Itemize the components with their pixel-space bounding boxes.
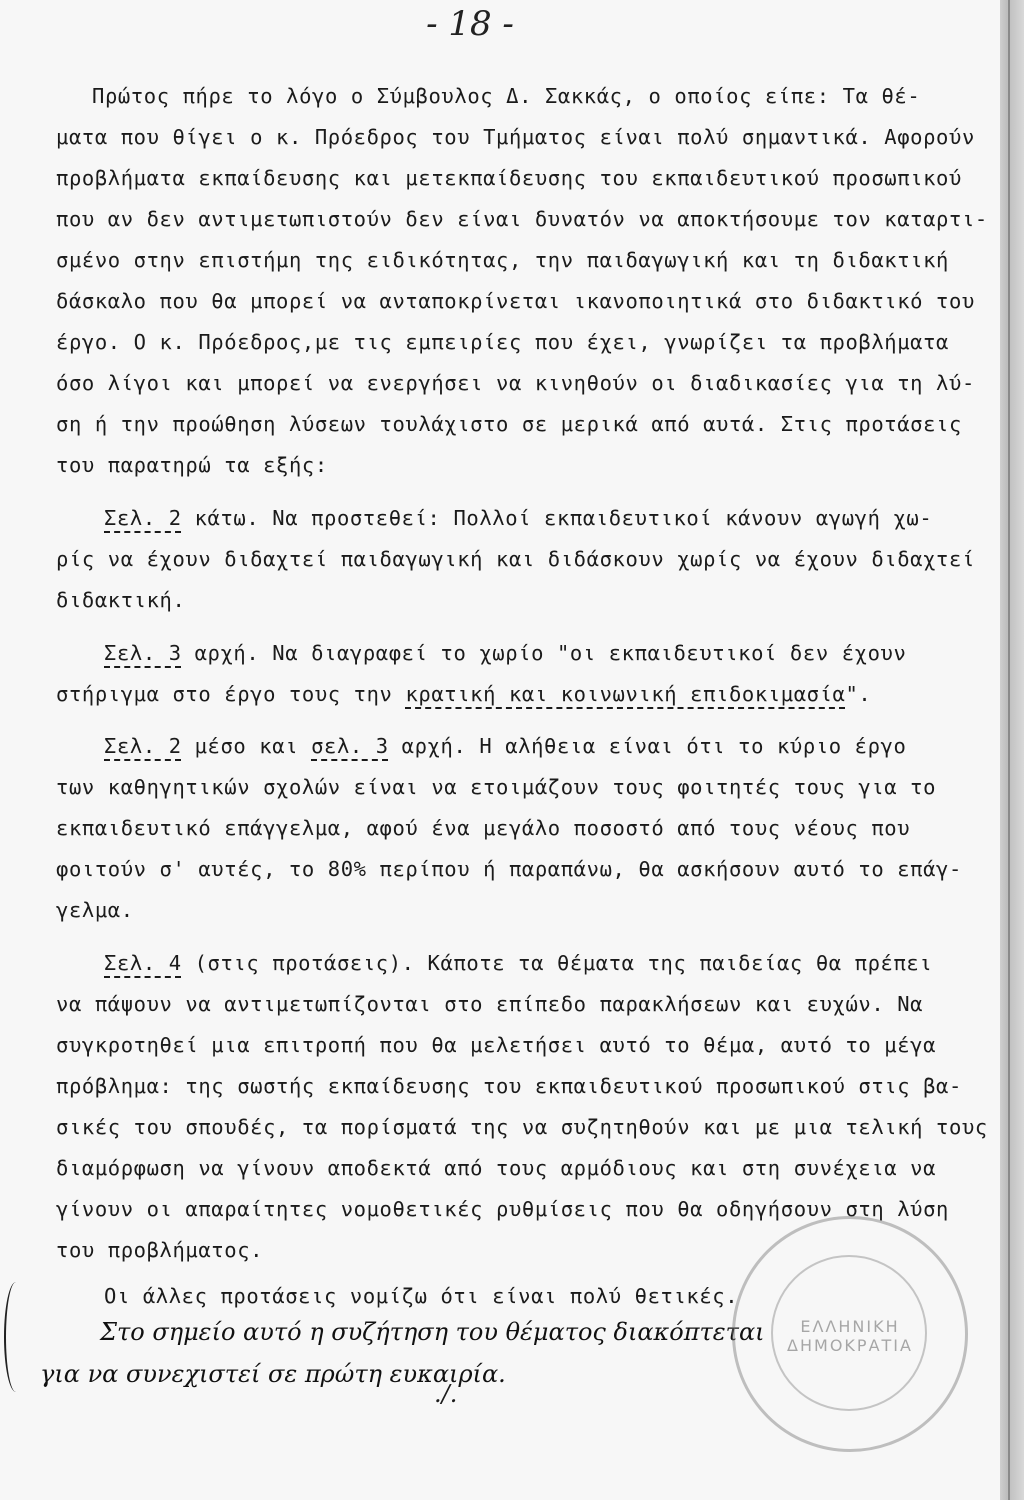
handwritten-bracket [4, 1282, 28, 1392]
handwritten-note: για να συνεχιστεί σε πρώτη ευκαιρία. [40, 1360, 506, 1388]
paragraph-line: Σελ. 2 κάτω. Να προστεθεί: Πολλοί εκπαιδευτικοί κάνουν αγωγή χω- [104, 506, 933, 530]
page-reference: Σελ. 2 [104, 506, 182, 530]
text-line: Πρώτος πήρε το λόγο ο Σύμβουλος Δ. Σακκάς, ο οποίος είπε: Τα θέ- [92, 84, 921, 108]
underlined-phrase: κρατική και κοινωνική επιδοκιμασία [405, 682, 846, 706]
page-reference: Σελ. 4 [104, 951, 182, 975]
text-line: των καθηγητικών σχολών είναι να ετοιμάζουν τους φοιτητές τους για το [56, 775, 937, 799]
text-line: φοιτούν σ' αυτές, το 80% περίπου ή παραπάνω, θα ασκήσουν αυτό το επάγ- [56, 857, 962, 881]
text-line: σμένο στην επιστήμη της ειδικότητας, την παιδαγωγική και τη διδακτική [56, 248, 950, 272]
text-line: να πάψουν να αντιμετωπίζονται στο επίπεδο παρακλήσεων και ευχών. Να [56, 992, 924, 1016]
text-line: γίνουν οι απαραίτητες νομοθετικές ρυθμίσεις που θα οδηγήσουν στη λύση [56, 1197, 950, 1221]
text-line: ματα που θίγει ο κ. Πρόεδρος του Τμήματος είναι πολύ σημαντικά. Αφορούν [56, 125, 975, 149]
text-line: πρόβλημα: της σωστής εκπαίδευσης του εκπαιδευτικού προσωπικού στις βα- [56, 1074, 962, 1098]
handwritten-note: Στο σημείο αυτό η συζήτηση του θέματος διακόπτεται [100, 1318, 765, 1346]
official-stamp [732, 1216, 968, 1452]
text-line: όσο λίγοι και μπορεί να ενεργήσει να κινηθούν οι διαδικασίες για τη λύ- [56, 371, 975, 395]
paragraph-line: Σελ. 3 αρχή. Να διαγραφεί το χωρίο "οι εκπαιδευτικοί δεν έχουν [104, 641, 907, 665]
text-line: συγκροτηθεί μια επιτροπή που θα μελετήσει αυτό το θέμα, αυτό το μέγα [56, 1033, 937, 1057]
text-line: σικές του σπουδές, τα πορίσματά της να συζητηθούν και με μια τελική τους [56, 1115, 988, 1139]
page-number: - 18 - [426, 4, 514, 44]
text-line: εκπαιδευτικό επάγγελμα, αφού ένα μεγάλο ποσοστό από τους νέους που [56, 816, 911, 840]
page-edge [1000, 0, 1024, 1500]
paragraph-line: Σελ. 2 μέσο και σελ. 3 αρχή. Η αλήθεια είναι ότι το κύριο έργο [104, 734, 907, 758]
text-line: του προβλήματος. [56, 1238, 264, 1262]
text-line: ρίς να έχουν διδαχτεί παιδαγωγική και διδάσκουν χωρίς να έχουν διδαχτεί [56, 547, 975, 571]
paragraph-line: Σελ. 4 (στις προτάσεις). Κάποτε τα θέματα της παιδείας θα πρέπει [104, 951, 933, 975]
text-line: ση ή την προώθηση λύσεων τουλάχιστο σε μερικά από αυτά. Στις προτάσεις [56, 412, 962, 436]
text-line: γελμα. [56, 898, 134, 922]
stamp-text: ΕΛΛΗΝΙΚΗ ΔΗΜΟΚΡΑΤΙΑ [787, 1317, 913, 1355]
page-reference: Σελ. 3 [104, 641, 182, 665]
page-reference: Σελ. 2 [104, 734, 182, 758]
text-line: προβλήματα εκπαίδευσης και μετεκπαίδευσης του εκπαιδευτικού προσωπικού [56, 166, 962, 190]
closing-line: Οι άλλες προτάσεις νομίζω ότι είναι πολύ θετικές. [104, 1284, 739, 1308]
text-line: έργο. Ο κ. Πρόεδρος,με τις εμπειρίες που έχει, γνωρίζει τα προβλήματα [56, 330, 950, 354]
binding-line [1008, 0, 1010, 1500]
text-line: δάσκαλο που θα μπορεί να ανταποκρίνεται ικανοποιητικά στο διδακτικό του [56, 289, 975, 313]
text-line: διαμόρφωση να γίνουν αποδεκτά από τους αρμόδιους και στη συνέχεια να [56, 1156, 937, 1180]
paragraph-line: στήριγμα στο έργο τους την κρατική και κοινωνική επιδοκιμασία". [56, 682, 872, 706]
text-line: που αν δεν αντιμετωπιστούν δεν είναι δυνατόν να αποκτήσουμε τον καταρτι- [56, 207, 988, 231]
page-reference: σελ. 3 [311, 734, 389, 758]
text-line: διδακτική. [56, 588, 186, 612]
text-line: του παρατηρώ τα εξής: [56, 453, 328, 477]
end-mark: ./. [434, 1380, 458, 1408]
